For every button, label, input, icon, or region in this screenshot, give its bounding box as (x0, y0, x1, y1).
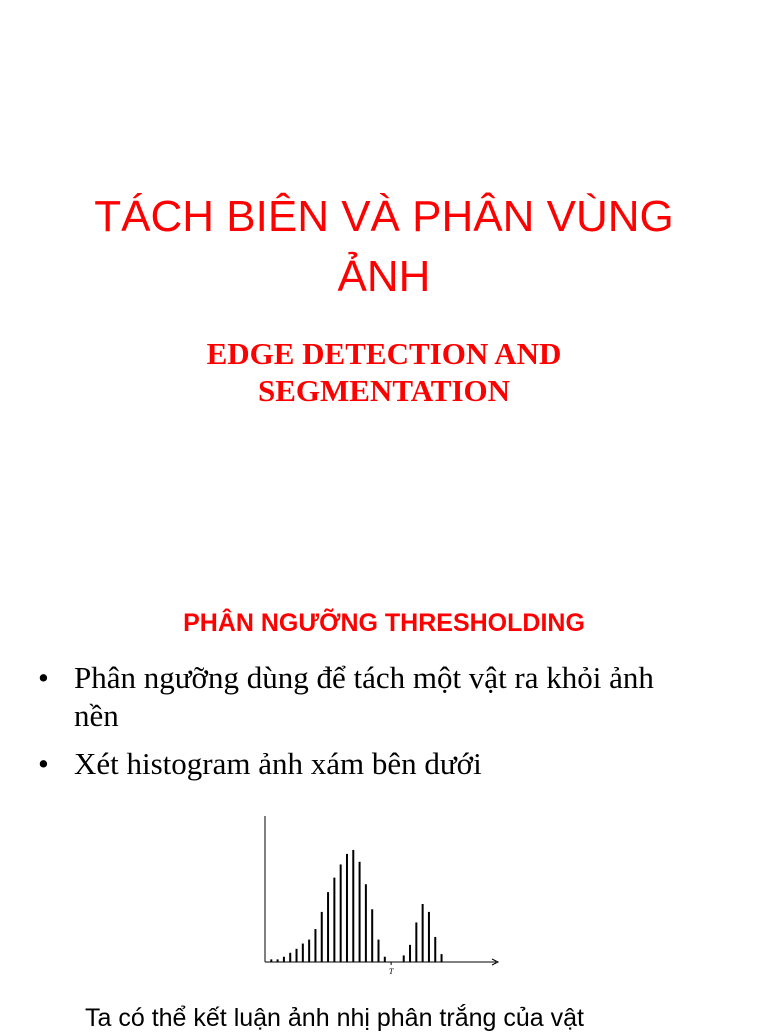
bullet-icon: • (38, 660, 49, 695)
histogram-bar (333, 878, 335, 962)
histogram-bar (352, 850, 354, 962)
histogram-bar (365, 884, 367, 962)
slide-subtitle-line1: EDGE DETECTION AND (206, 336, 562, 371)
bullet-text-line2: nền (74, 698, 119, 733)
histogram-bar (340, 864, 342, 962)
histogram-bar (403, 955, 405, 962)
histogram-bar (346, 854, 348, 962)
histogram-chart (255, 812, 505, 977)
bullet-list (38, 659, 758, 793)
histogram-bar (277, 959, 279, 962)
threshold-label: T (388, 967, 394, 976)
histogram-bar (384, 957, 386, 962)
slide-subtitle (0, 335, 768, 409)
histogram-bar (283, 957, 285, 962)
histogram-bar (441, 954, 443, 962)
histogram-bar (321, 912, 323, 962)
histogram-bar (428, 912, 430, 962)
histogram-bar (415, 922, 417, 962)
histogram-bar (359, 862, 361, 962)
slide-title-line1: TÁCH BIÊN VÀ PHÂN VÙNG (94, 192, 674, 241)
histogram-bar (314, 929, 316, 962)
histogram-bar (308, 940, 310, 962)
bullet-text-line1: Phân ngưỡng dùng để tách một vật ra khỏi ảnh (74, 660, 654, 695)
histogram-bar (270, 959, 272, 962)
histogram-bars (270, 850, 442, 962)
bullet-text-line1: Xét histogram ảnh xám bên dưới (74, 746, 482, 781)
bullet-icon: • (38, 746, 49, 781)
histogram-axes (265, 816, 498, 965)
histogram-bar (371, 909, 373, 962)
slide-title (0, 187, 768, 307)
histogram-bar (422, 904, 424, 962)
histogram-bar (296, 949, 298, 962)
histogram-bar (289, 953, 291, 962)
histogram-bar (302, 944, 304, 962)
slide-subtitle-line2: SEGMENTATION (257, 373, 511, 408)
section-heading: PHÂN NGƯỠNG THRESHOLDING (183, 609, 585, 637)
footer-text: Ta có thể kết luận ảnh nhị phân trắng của vật (85, 1004, 584, 1032)
histogram-bar (409, 945, 411, 962)
slide-title-line2: ẢNH (337, 252, 431, 301)
histogram-bar (434, 937, 436, 962)
histogram-bar (327, 892, 329, 962)
histogram-bar (378, 940, 380, 962)
bullet-item (38, 659, 758, 735)
bullet-item (38, 745, 758, 783)
